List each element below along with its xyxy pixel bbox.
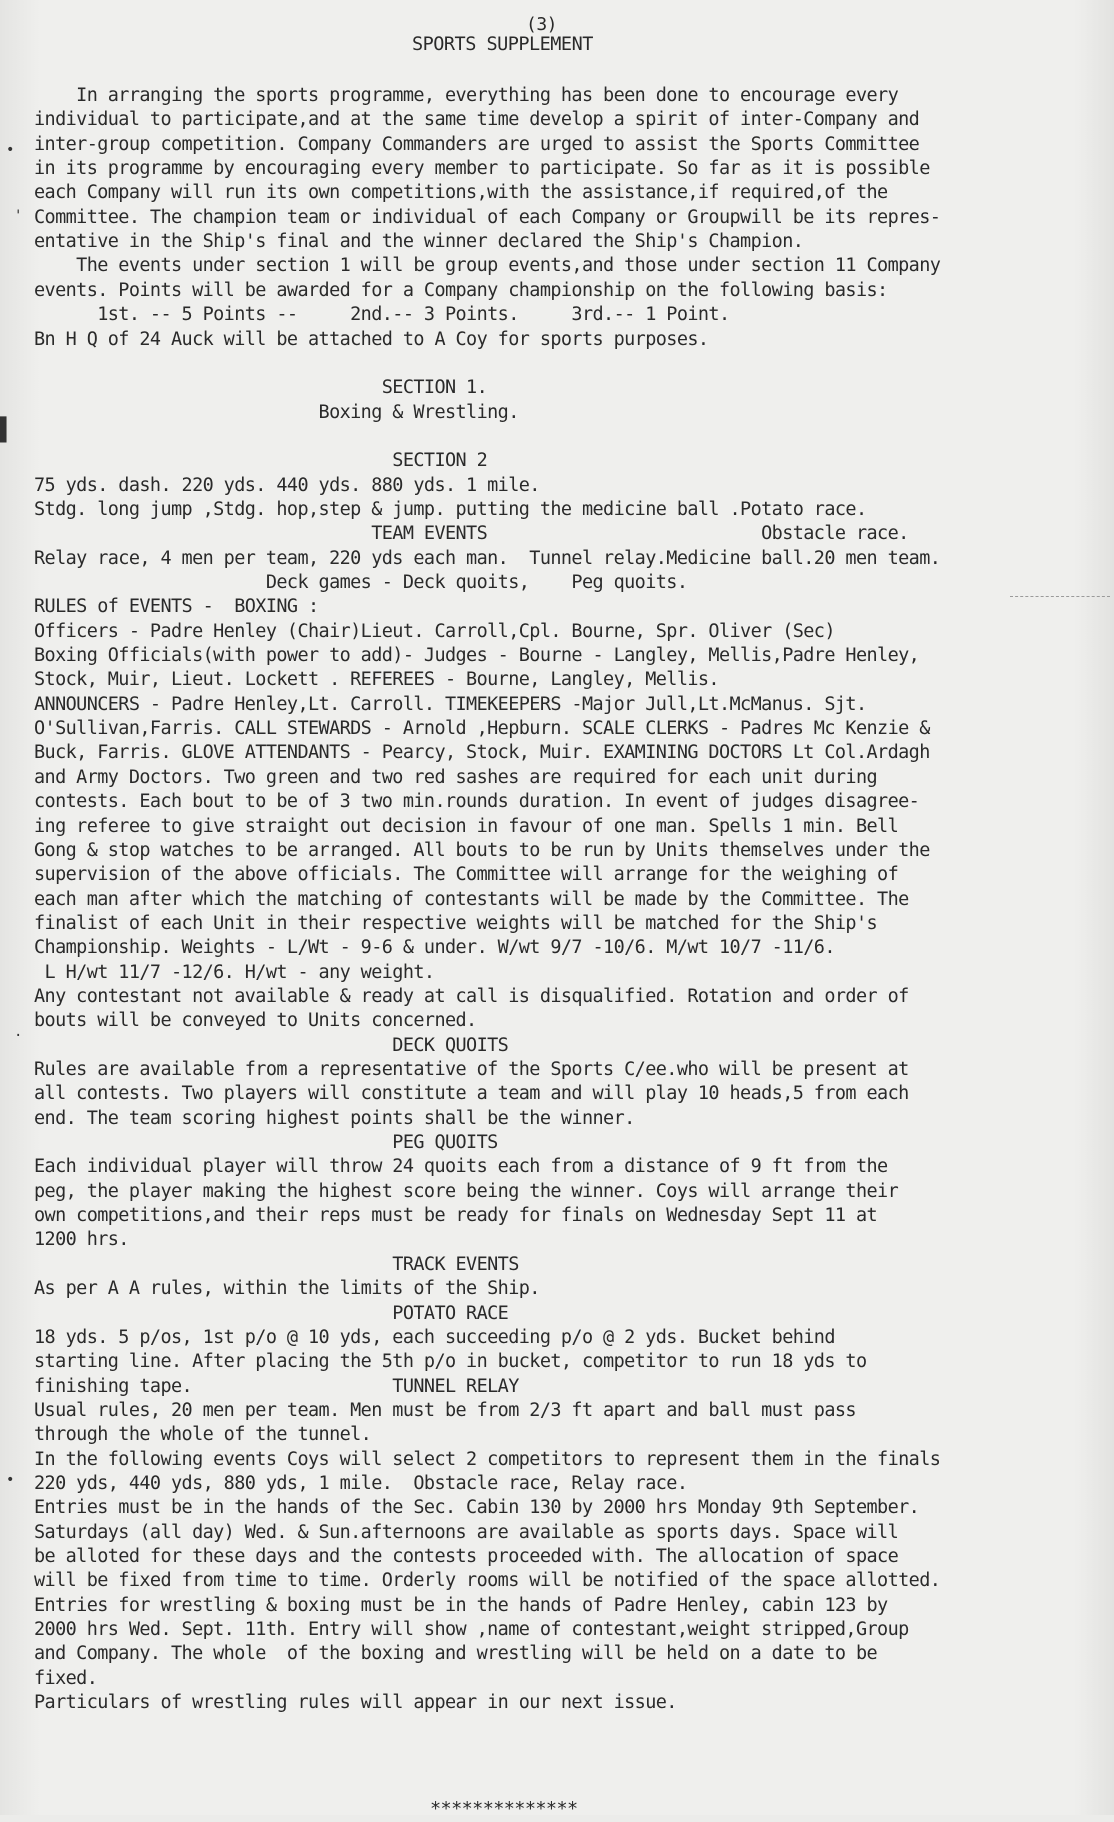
text-line: starting line. After placing the 5th p/o in bucket, competitor to run 18 yds to <box>34 1351 867 1372</box>
text-line: and Army Doctors. Two green and two red sashes are required for each unit during <box>34 767 878 788</box>
text-line: in its programme by encouraging every member to participate. So far as it is possible <box>34 158 930 179</box>
text-line: ANNOUNCERS - Padre Henley,Lt. Carroll. TIMEKEEPERS -Major Jull,Lt.McManus. Sjt. <box>34 694 867 715</box>
margin-mark: ' <box>14 208 23 224</box>
text-line: contests. Each bout to be of 3 two min.rounds duration. In event of judges disagree- <box>34 791 920 812</box>
text-line: In arranging the sports programme, everything has been done to encourage every <box>34 85 899 106</box>
text-line: will be fixed from time to time. Orderly rooms will be notified of the space allotted. <box>34 1570 941 1591</box>
text-line: own competitions,and their reps must be ready for finals on Wednesday Sept 11 at <box>34 1205 878 1226</box>
footer-asterisks: ************** <box>430 1799 578 1820</box>
margin-dash <box>1010 596 1110 597</box>
text-line: events. Points will be awarded for a Company championship on the following basis: <box>34 280 888 301</box>
text-line: Officers - Padre Henley (Chair)Lieut. Carroll,Cpl. Bourne, Spr. Oliver (Sec) <box>34 621 835 642</box>
text-line: As per A A rules, within the limits of the Ship. <box>34 1278 540 1299</box>
text-line: Buck, Farris. GLOVE ATTENDANTS - Pearcy, Stock, Muir. EXAMINING DOCTORS Lt Col.Ardagh <box>34 742 930 763</box>
text-line: TEAM EVENTS Obstacle race. <box>34 523 909 544</box>
text-line: Entries for wrestling & boxing must be in the hands of Padre Henley, cabin 123 by <box>34 1595 888 1616</box>
text-line: ing referee to give straight out decision in favour of one man. Spells 1 min. Bell <box>34 816 899 837</box>
text-line: Stock, Muir, Lieut. Lockett . REFEREES - Bourne, Langley, Mellis. <box>34 669 719 690</box>
text-line: supervision of the above officials. The Committee will arrange for the weighing of <box>34 864 899 885</box>
text-line: POTATO RACE <box>34 1303 509 1324</box>
text-line: end. The team scoring highest points shall be the winner. <box>34 1108 635 1129</box>
text-line: 18 yds. 5 p/os, 1st p/o @ 10 yds, each succeeding p/o @ 2 yds. Bucket behind <box>34 1327 835 1348</box>
text-line: DECK QUOITS <box>34 1035 509 1056</box>
text-line: 2000 hrs Wed. Sept. 11th. Entry will show ,name of contestant,weight stripped,Group <box>34 1619 909 1640</box>
page-number: (3) <box>526 14 558 35</box>
text-line: Each individual player will throw 24 quoits each from a distance of 9 ft from the <box>34 1156 888 1177</box>
text-line: TRACK EVENTS <box>34 1254 519 1275</box>
text-line: Championship. Weights - L/Wt - 9-6 & under. W/wt 9/7 -10/6. M/wt 10/7 -11/6. <box>34 937 835 958</box>
text-line: entative in the Ship's final and the winner declared the Ship's Champion. <box>34 231 804 252</box>
text-line: O'Sullivan,Farris. CALL STEWARDS - Arnold ,Hepburn. SCALE CLERKS - Padres Mc Kenzie & <box>34 718 930 739</box>
text-line: bouts will be conveyed to Units concerned. <box>34 1010 477 1031</box>
document-title: SPORTS SUPPLEMENT <box>412 34 593 55</box>
text-line: Rules are available from a representative of the Sports C/ee.who will be present at <box>34 1059 909 1080</box>
text-line: be alloted for these days and the contests proceeded with. The allocation of space <box>34 1546 899 1567</box>
text-line: Entries must be in the hands of the Sec. Cabin 130 by 2000 hrs Monday 9th September. <box>34 1497 920 1518</box>
text-line: Boxing & Wrestling. <box>34 402 519 423</box>
text-line: Stdg. long jump ,Stdg. hop,step & jump. putting the medicine ball .Potato race. <box>34 499 867 520</box>
margin-mark: • <box>6 142 15 158</box>
text-line: finalist of each Unit in their respective weights will be matched for the Ship's <box>34 913 878 934</box>
text-line: Usual rules, 20 men per team. Men must be from 2/3 ft apart and ball must pass <box>34 1400 856 1421</box>
text-line: Committee. The champion team or individual of each Company or Groupwill be its repres- <box>34 207 941 228</box>
text-line: PEG QUOITS <box>34 1132 498 1153</box>
text-line: Gong & stop watches to be arranged. All bouts to be run by Units themselves under the <box>34 840 930 861</box>
text-line: The events under section 1 will be group events,and those under section 11 Company <box>34 255 941 276</box>
text-line: RULES of EVENTS - BOXING : <box>34 596 319 617</box>
text-line: through the whole of the tunnel. <box>34 1424 372 1445</box>
text-line: each Company will run its own competitions,with the assistance,if required,of the <box>34 182 888 203</box>
margin-mark: ▌ <box>0 418 14 443</box>
text-line: peg, the player making the highest score being the winner. Coys will arrange their <box>34 1181 899 1202</box>
text-line: Saturdays (all day) Wed. & Sun.afternoons are available as sports days. Space will <box>34 1522 899 1543</box>
text-line: 220 yds, 440 yds, 880 yds, 1 mile. Obstacle race, Relay race. <box>34 1473 688 1494</box>
text-line: individual to participate,and at the same time develop a spirit of inter-Company and <box>34 109 920 130</box>
text-line: fixed. <box>34 1668 98 1689</box>
text-line: SECTION 1. <box>34 377 488 398</box>
text-line: 1st. -- 5 Points -- 2nd.-- 3 Points. 3rd.-- 1 Point. <box>34 304 730 325</box>
text-line: finishing tape. TUNNEL RELAY <box>34 1376 519 1397</box>
text-line: 1200 hrs. <box>34 1229 129 1250</box>
text-line: SECTION 2 <box>34 450 488 471</box>
margin-mark: · <box>14 1028 23 1044</box>
text-line: In the following events Coys will select 2 competitors to represent them in the finals <box>34 1449 941 1470</box>
text-line: all contests. Two players will constitute a team and will play 10 heads,5 from each <box>34 1083 909 1104</box>
text-line: each man after which the matching of contestants will be made by the Committee. The <box>34 889 909 910</box>
text-line: Particulars of wrestling rules will appear in our next issue. <box>34 1692 677 1713</box>
text-line: L H/wt 11/7 -12/6. H/wt - any weight. <box>34 962 435 983</box>
text-line: Boxing Officials(with power to add)- Judges - Bourne - Langley, Mellis,Padre Henley, <box>34 645 920 666</box>
margin-mark: • <box>6 1472 15 1488</box>
text-line: 75 yds. dash. 220 yds. 440 yds. 880 yds. 1 mile. <box>34 475 540 496</box>
text-line: Bn H Q of 24 Auck will be attached to A Coy for sports purposes. <box>34 329 709 350</box>
text-line: and Company. The whole of the boxing and wrestling will be held on a date to be <box>34 1643 878 1664</box>
text-line: Any contestant not available & ready at call is disqualified. Rotation and order of <box>34 986 909 1007</box>
text-line: Relay race, 4 men per team, 220 yds each man. Tunnel relay.Medicine ball.20 men team. <box>34 548 941 569</box>
text-line: Deck games - Deck quoits, Peg quoits. <box>34 572 688 593</box>
text-line: inter-group competition. Company Commanders are urged to assist the Sports Committee <box>34 134 920 155</box>
